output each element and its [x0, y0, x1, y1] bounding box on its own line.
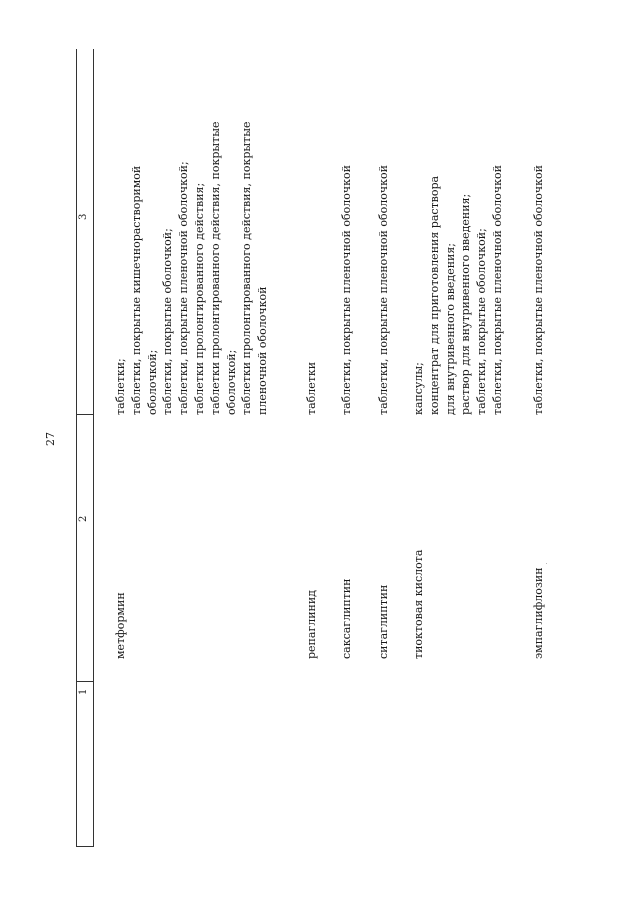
dosage-form: таблетки [305, 361, 318, 415]
drug-name: ситаглиптин [377, 584, 390, 659]
drug-name: эмпаглифлозин [532, 567, 545, 659]
column-divider [77, 414, 93, 415]
column-number-row [76, 49, 94, 847]
column-number-3: 3 [78, 213, 89, 220]
drug-name: саксаглиптин [340, 578, 353, 659]
drug-name: метформин [114, 592, 127, 659]
dosage-form: пленочной оболочкой [256, 286, 270, 415]
dosage-form: таблетки, покрытые пленочной оболочкой [532, 165, 545, 415]
dosage-form: для внутривенного введения; [443, 242, 457, 415]
dosage-forms [411, 65, 506, 415]
dosage-form: таблетки, покрытые оболочкой; [161, 228, 175, 415]
dosage-form: таблетки; [114, 358, 127, 415]
dosage-forms [304, 65, 320, 415]
column-number-2: 2 [78, 515, 89, 522]
dosage-form: оболочкой; [224, 349, 238, 415]
dosage-form: таблетки пролонгированного действия, покрытые [208, 121, 222, 415]
dosage-forms [113, 65, 271, 415]
dosage-forms [376, 65, 392, 415]
dosage-forms [531, 65, 547, 415]
drug-name: тиоктовая кислота [412, 549, 425, 659]
dosage-form: таблетки, покрытые кишечнорастворимой [129, 165, 143, 415]
dosage-form: таблетки, покрытые пленочной оболочкой; [177, 161, 191, 415]
dosage-forms [339, 65, 355, 415]
dosage-form: капсулы; [412, 362, 425, 415]
dosage-form: таблетки, покрытые оболочкой; [475, 228, 489, 415]
dosage-form: оболочкой; [145, 349, 159, 415]
dosage-form: раствор для внутривенного введения; [459, 193, 473, 415]
dosage-form: таблетки пролонгированного действия, покрытые [240, 121, 254, 415]
dosage-form: таблетки, покрытые пленочной оболочкой [340, 165, 353, 415]
scan-speck [546, 563, 547, 564]
dosage-form: таблетки, покрытые пленочной оболочкой [377, 165, 390, 415]
page-number: 27 [44, 432, 57, 446]
dosage-form: концентрат для приготовления раствора [427, 175, 441, 415]
drug-table [76, 47, 556, 847]
drug-name: репаглинид [305, 590, 318, 659]
column-divider [77, 846, 93, 847]
column-number-1: 1 [78, 688, 89, 695]
dosage-form: таблетки пролонгированного действия; [192, 182, 206, 415]
dosage-form: таблетки, покрытые пленочной оболочкой [490, 165, 504, 415]
column-divider [77, 681, 93, 682]
